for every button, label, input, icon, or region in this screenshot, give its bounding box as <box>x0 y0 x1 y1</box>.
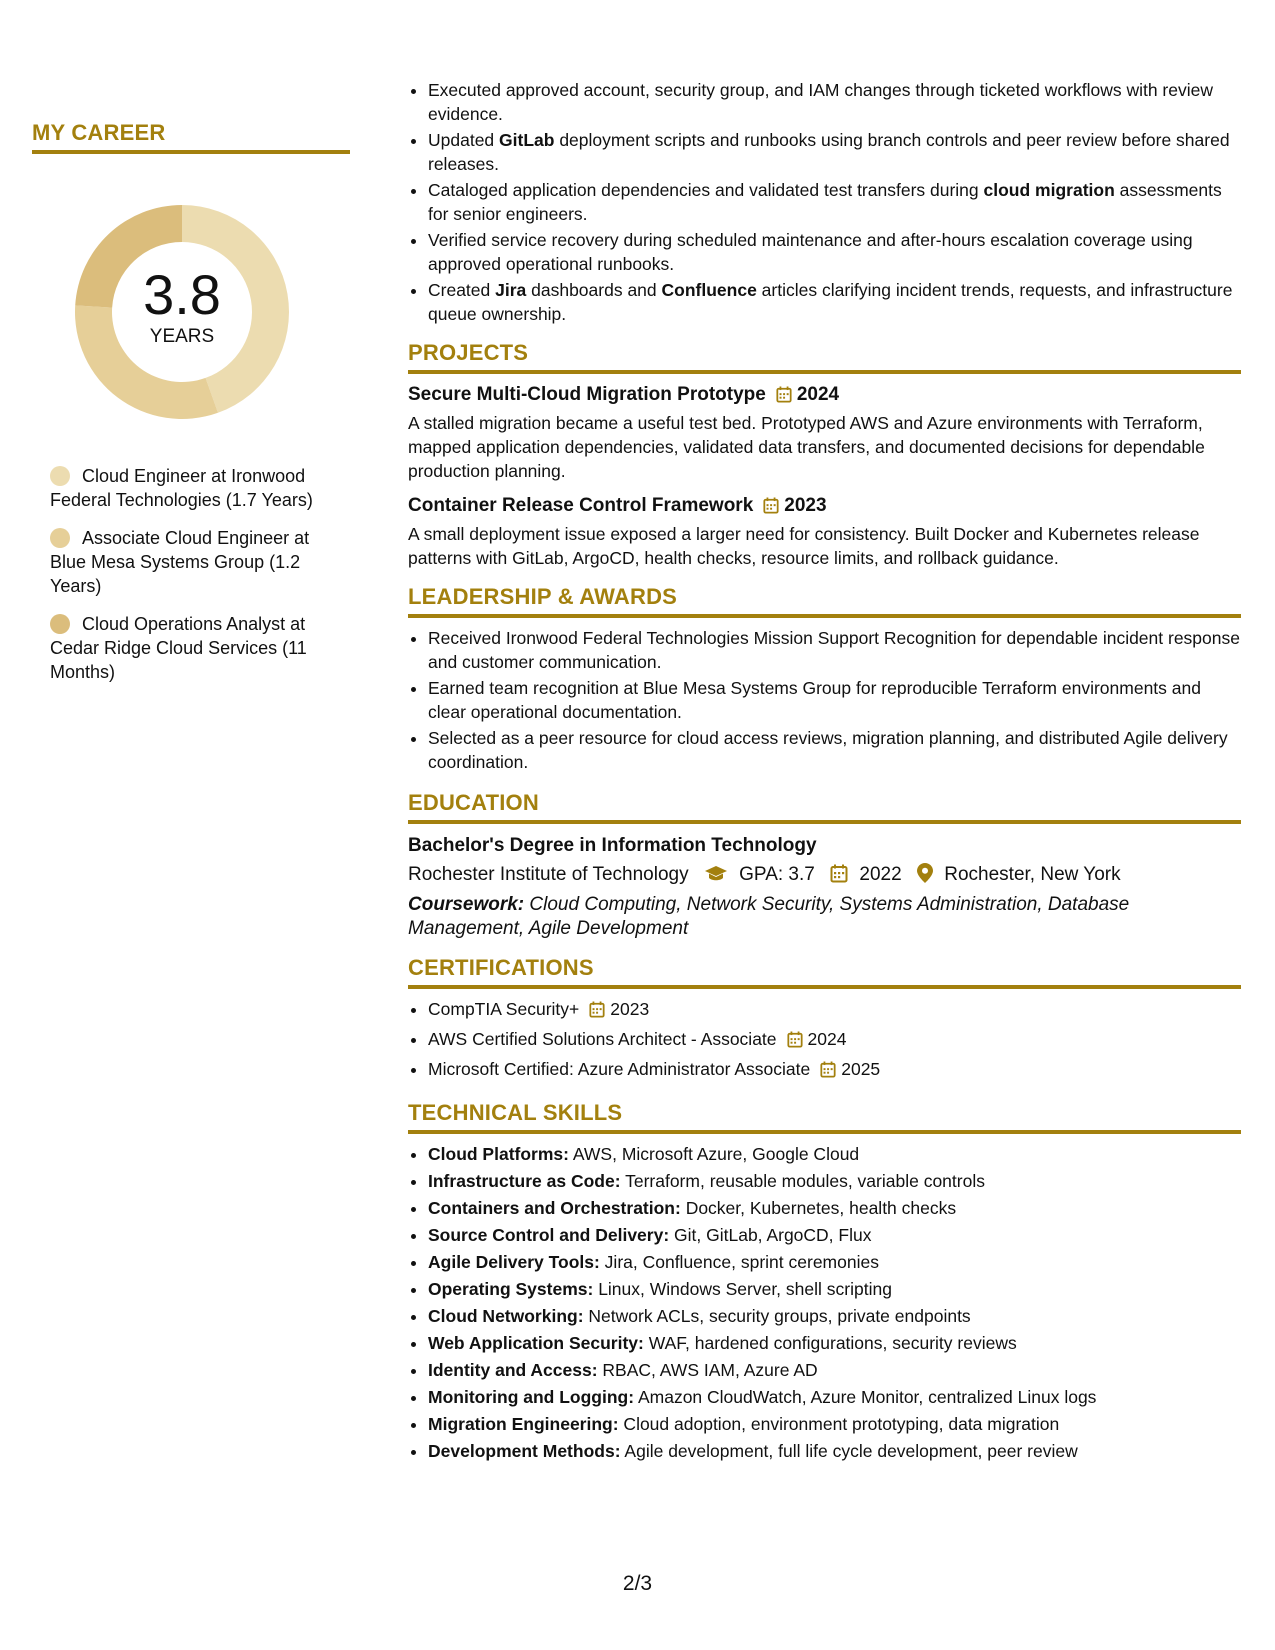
project-title <box>408 382 1241 411</box>
skill-label: Cloud Networking: <box>428 1306 584 1326</box>
skill-value: Linux, Windows Server, shell scripting <box>593 1279 892 1299</box>
leadership-item: • Earned team recognition at Blue Mesa Systems Group for reproducible Terraform environments and clear operational documentation. <box>428 676 1241 724</box>
project-description: A small deployment issue exposed a larger need for consistency. Built Docker and Kubernetes release patterns with GitLab, ArgoCD, health checks, resource limits, and rollback guidance. <box>408 524 1200 568</box>
skill-item <box>428 1331 1241 1355</box>
degree-title: Bachelor's Degree in Information Technology <box>408 835 817 856</box>
skill-item <box>428 1358 1241 1382</box>
calendar-icon <box>820 1060 836 1084</box>
coursework-label: Coursework: <box>408 894 525 915</box>
legend-dot <box>50 528 70 548</box>
project-name: Secure Multi-Cloud Migration Prototype <box>408 384 766 405</box>
project-description: A stalled migration became a useful test bed. Prototyped AWS and Azure environments with Terraform, mapped application dependencies, validated data transfers, and documented decisions for dependable production planning. <box>408 413 1205 481</box>
skill-label: Monitoring and Logging: <box>428 1387 635 1407</box>
experience-bullet <box>428 78 1241 126</box>
project-name: Container Release Control Framework <box>408 495 754 516</box>
skill-label: Cloud Platforms: <box>428 1144 569 1164</box>
location-pin-icon <box>917 863 933 893</box>
bullet-text: Executed approved account, security group, and IAM changes through ticketed workflows with review evidence. <box>428 80 1213 124</box>
main-content <box>408 78 1241 1466</box>
skill-label: Development Methods: <box>428 1441 621 1461</box>
skill-label: Identity and Access: <box>428 1360 598 1380</box>
leadership-item: • Selected as a peer resource for cloud access reviews, migration planning, and distributed Agile delivery coordination. <box>428 726 1241 774</box>
career-donut-chart <box>64 194 300 430</box>
project-year: 2024 <box>796 384 840 405</box>
skill-item <box>428 1277 1241 1301</box>
career-sidebar <box>32 120 350 698</box>
calendar-icon <box>776 385 792 411</box>
bullet-text: dashboards and <box>526 280 662 300</box>
graduation-cap-icon <box>704 863 728 893</box>
skill-value: RBAC, AWS IAM, Azure AD <box>597 1360 818 1380</box>
school-name: Rochester Institute of Technology <box>408 864 689 885</box>
skill-item <box>428 1223 1241 1247</box>
skill-value: Docker, Kubernetes, health checks <box>680 1198 957 1218</box>
coursework <box>408 893 1241 941</box>
leadership-heading: LEADERSHIP & AWARDS <box>408 584 1241 618</box>
skill-item <box>428 1439 1241 1463</box>
skill-value: Agile development, full life cycle development, peer review <box>620 1441 1078 1461</box>
skill-label: Source Control and Delivery: <box>428 1225 670 1245</box>
skill-item <box>428 1250 1241 1274</box>
project-year: 2023 <box>784 495 827 516</box>
education-heading: EDUCATION <box>408 790 1241 824</box>
certifications-heading: CERTIFICATIONS <box>408 955 1241 989</box>
career-legend-item <box>50 526 350 598</box>
certification-year: 2023 <box>610 999 650 1019</box>
certification-year: 2025 <box>841 1059 881 1079</box>
bullet-text: articles clarifying incident trends, requests, and infrastructure queue ownership. <box>428 280 1233 324</box>
certifications-list <box>408 997 1241 1084</box>
skill-value: AWS, Microsoft Azure, Google Cloud <box>568 1144 860 1164</box>
bullet-text: deployment scripts and runbooks using branch controls and peer review before shared releases. <box>428 130 1230 174</box>
career-legend-item <box>50 612 350 684</box>
skill-item <box>428 1385 1241 1409</box>
skill-label: Web Application Security: <box>428 1333 644 1353</box>
bullet-text: Updated <box>428 130 500 150</box>
skill-label: Agile Delivery Tools: <box>428 1252 600 1272</box>
gpa-value: GPA: 3.7 <box>739 864 815 885</box>
bullet-text: Verified service recovery during scheduled maintenance and after-hours escalation coverage using approved operational runbooks. <box>428 230 1193 274</box>
projects-heading: PROJECTS <box>408 340 1241 374</box>
calendar-icon <box>787 1030 803 1054</box>
legend-text: Cloud Engineer at Ironwood Federal Technologies (1.7 Years) <box>50 466 313 510</box>
calendar-icon <box>830 863 848 893</box>
skill-value: Cloud adoption, environment prototyping, data migration <box>618 1414 1060 1434</box>
legend-dot <box>50 466 70 486</box>
project-title <box>408 493 1241 522</box>
skill-value: WAF, hardened configurations, security reviews <box>643 1333 1017 1353</box>
skill-value: Terraform, reusable modules, variable controls <box>620 1171 985 1191</box>
leadership-list <box>408 626 1241 774</box>
bullet-text: assessments for senior engineers. <box>428 180 1222 224</box>
skill-item <box>428 1196 1241 1220</box>
leadership-item: • Received Ironwood Federal Technologies Mission Support Recognition for dependable incident response and customer communication. <box>428 626 1241 674</box>
experience-bullet <box>428 228 1241 276</box>
bullet-text: Cataloged application dependencies and validated test transfers during <box>428 180 984 200</box>
career-heading: MY CAREER <box>32 120 350 154</box>
skill-item <box>428 1169 1241 1193</box>
skill-value: Amazon CloudWatch, Azure Monitor, centralized Linux logs <box>634 1387 1097 1407</box>
years-label: YEARS <box>149 326 215 347</box>
coursework-list: Cloud Computing, Network Security, Systems Administration, Database Management, Agile Development <box>408 894 1130 939</box>
skill-value: Network ACLs, security groups, private endpoints <box>583 1306 971 1326</box>
projects-list <box>408 382 1241 570</box>
legend-dot <box>50 614 70 634</box>
career-legend-item <box>50 464 350 512</box>
experience-bullet <box>428 128 1241 176</box>
education-details <box>408 860 1241 893</box>
certification-year: 2024 <box>807 1029 847 1049</box>
skill-item <box>428 1412 1241 1436</box>
certification-item <box>428 997 1241 1024</box>
calendar-icon <box>763 496 779 522</box>
bullet-keyword: cloud migration <box>983 180 1115 200</box>
certification-name: Microsoft Certified: Azure Administrator Associate <box>428 1059 811 1079</box>
experience-bullets <box>408 78 1241 326</box>
school-location: Rochester, New York <box>944 864 1121 885</box>
certification-item <box>428 1027 1241 1054</box>
career-legend <box>50 464 350 684</box>
certification-name: AWS Certified Solutions Architect - Associate <box>428 1029 777 1049</box>
total-years-value: 3.8 <box>143 263 221 326</box>
skill-item <box>428 1304 1241 1328</box>
donut-center <box>64 263 300 348</box>
skill-value: Jira, Confluence, sprint ceremonies <box>599 1252 879 1272</box>
legend-text: Associate Cloud Engineer at Blue Mesa Systems Group (1.2 Years) <box>50 528 310 596</box>
graduation-year: 2022 <box>859 864 902 885</box>
calendar-icon <box>589 1000 605 1024</box>
page-number: 2/3 <box>622 1572 653 1595</box>
experience-bullet <box>428 178 1241 226</box>
legend-text: Cloud Operations Analyst at Cedar Ridge Cloud Services (11 Months) <box>50 614 307 682</box>
skill-label: Infrastructure as Code: <box>428 1171 621 1191</box>
bullet-keyword: Jira <box>495 280 527 300</box>
skill-label: Containers and Orchestration: <box>428 1198 681 1218</box>
bullet-keyword: GitLab <box>499 130 555 150</box>
certification-item <box>428 1057 1241 1084</box>
skills-list <box>408 1142 1241 1463</box>
experience-bullet <box>428 278 1241 326</box>
skill-label: Migration Engineering: <box>428 1414 619 1434</box>
skill-item <box>428 1142 1241 1166</box>
skill-label: Operating Systems: <box>428 1279 594 1299</box>
skills-heading: TECHNICAL SKILLS <box>408 1100 1241 1134</box>
bullet-text: Created <box>428 280 496 300</box>
certification-name: CompTIA Security+ <box>428 999 580 1019</box>
bullet-keyword: Confluence <box>661 280 757 300</box>
skill-value: Git, GitLab, ArgoCD, Flux <box>669 1225 872 1245</box>
